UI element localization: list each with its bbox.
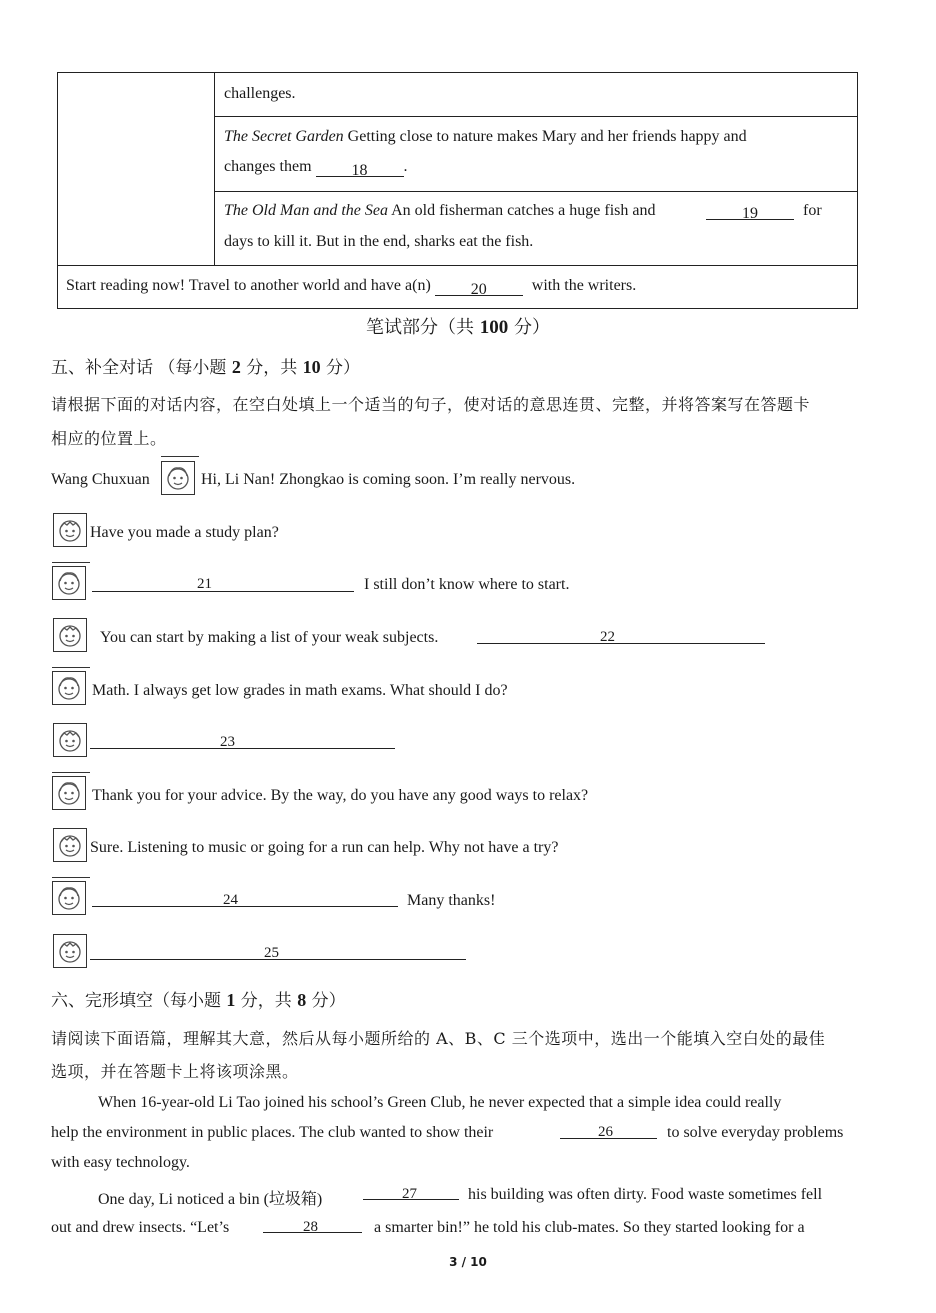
blank-26-number: 26 [598, 1124, 613, 1140]
section5-heading [51, 353, 360, 378]
dialogue-line-5: Math. I always get low grades in math exams. What should I do? [92, 682, 508, 699]
blank-27-number: 27 [402, 1186, 417, 1202]
table-row2-line2 [224, 152, 408, 182]
book-title: The Secret Garden [224, 128, 344, 145]
blank-21-number: 21 [197, 576, 212, 592]
passage-line: out and drew insects. “Let’s [51, 1219, 230, 1236]
blank-23-number: 23 [220, 734, 235, 750]
avatar-rule [161, 456, 199, 457]
blank-19[interactable]: 19 [706, 201, 794, 220]
table-row4 [66, 271, 636, 301]
girl-avatar-icon [52, 881, 86, 915]
table-divider [214, 72, 215, 266]
section6-heading [51, 986, 346, 1011]
table-row3-tail [803, 196, 822, 226]
table-row3-text: days to kill it. But in the end, sharks eat the fish. [224, 233, 534, 250]
table-row3-tail-text: for [803, 202, 822, 219]
passage-line: help the environment in public places. The club wanted to show their [51, 1124, 494, 1141]
boy-avatar-icon [53, 513, 87, 547]
blank-20[interactable]: 20 [435, 277, 523, 296]
heading-part: 2 [231, 357, 241, 377]
written-part-title [0, 313, 916, 339]
heading-part: 五、补全对话 （每小题 [51, 358, 232, 378]
table-divider [214, 116, 858, 117]
blank-28-number: 28 [303, 1219, 318, 1235]
dialogue-line-3: I still don’t know where to start. [364, 576, 570, 593]
passage-line: a smarter bin!” he told his club-mates. So they started looking for a [374, 1219, 805, 1236]
table-row2-text: changes them [224, 158, 316, 175]
speaker-name: Wang Chuxuan [51, 471, 150, 488]
dialogue-line-7: Sure. Listening to music or going for a run can help. Why not have a try? [90, 839, 559, 856]
section6-instruction: 选项，并在答题卡上将该项涂黑。 [51, 1062, 299, 1081]
table-row1-text: challenges. [224, 85, 296, 102]
title-points: 100 [479, 317, 509, 338]
table-row4-tail: with the writers. [531, 277, 637, 294]
avatar-rule [52, 667, 90, 668]
dialogue-line-4: You can start by making a list of your weak subjects. [100, 629, 439, 646]
girl-avatar-icon [52, 566, 86, 600]
heading-part: 1 [226, 990, 236, 1010]
blank-24-number: 24 [223, 892, 238, 908]
passage-line: One day, Li noticed a bin (垃圾箱) [98, 1191, 323, 1208]
table-row3-text: An old fisherman catches a huge fish and [387, 202, 656, 219]
title-suffix: 分） [508, 317, 550, 338]
passage-line: to solve everyday problems [667, 1124, 844, 1141]
avatar-rule [52, 877, 90, 878]
dialogue-line-6: Thank you for your advice. By the way, do you have any good ways to relax? [92, 787, 589, 804]
title-prefix: 笔试部分（共 [366, 317, 480, 338]
table-divider [57, 265, 858, 266]
heading-part: 8 [297, 990, 307, 1010]
boy-avatar-icon [53, 723, 87, 757]
blank-24[interactable] [92, 906, 398, 907]
table-row2-text: Getting close to nature makes Mary and her friends happy and [343, 128, 747, 145]
section5-instruction: 相应的位置上。 [51, 429, 167, 448]
girl-avatar-icon [52, 776, 86, 810]
table-row2 [224, 122, 844, 152]
avatar-rule [52, 562, 90, 563]
table-divider [214, 191, 858, 192]
blank-22-number: 22 [600, 629, 615, 645]
section6-instruction: 请阅读下面语篇，理解其大意，然后从每小题所给的 A、B、C 三个选项中，选出一个能填入空白处的最佳 [51, 1029, 826, 1048]
blank-23[interactable] [90, 748, 395, 749]
blank-18[interactable]: 18 [316, 158, 404, 177]
blank-25-number: 25 [264, 945, 279, 961]
heading-part: 10 [302, 357, 321, 377]
heading-part: 分） [320, 358, 361, 378]
girl-avatar-icon [161, 461, 195, 495]
avatar-rule [52, 772, 90, 773]
passage-line: his building was often dirty. Food waste sometimes fell [468, 1186, 823, 1203]
heading-part: 六、完形填空（每小题 [51, 991, 227, 1011]
table-row3-line2 [224, 227, 533, 257]
dialogue-line-1: Hi, Li Nan! Zhongkao is coming soon. I’m really nervous. [201, 471, 576, 488]
passage-line: with easy technology. [51, 1154, 190, 1171]
passage-line: When 16-year-old Li Tao joined his school’s Green Club, he never expected that a simple idea could really [98, 1094, 782, 1111]
blank-22[interactable] [477, 643, 765, 644]
boy-avatar-icon [53, 934, 87, 968]
boy-avatar-icon [53, 618, 87, 652]
table-row1 [224, 79, 296, 109]
boy-avatar-icon [53, 828, 87, 862]
section5-instruction: 请根据下面的对话内容，在空白处填上一个适当的句子，使对话的意思连贯、完整，并将答案写在答题卡 [51, 395, 811, 414]
page-number: 3 / 10 [449, 1255, 487, 1269]
heading-part: 分，共 [235, 991, 298, 1011]
girl-avatar-icon [52, 671, 86, 705]
table-row2-tail: . [403, 158, 408, 175]
blank-21[interactable] [92, 591, 354, 592]
heading-part: 分） [306, 991, 346, 1011]
dialogue-line-2: Have you made a study plan? [90, 524, 279, 541]
table-row4-text: Start reading now! Travel to another world and have a(n) [66, 277, 435, 294]
heading-part: 分，共 [240, 358, 303, 378]
dialogue-line-8: Many thanks! [407, 892, 496, 909]
book-title: The Old Man and the Sea [224, 202, 388, 219]
